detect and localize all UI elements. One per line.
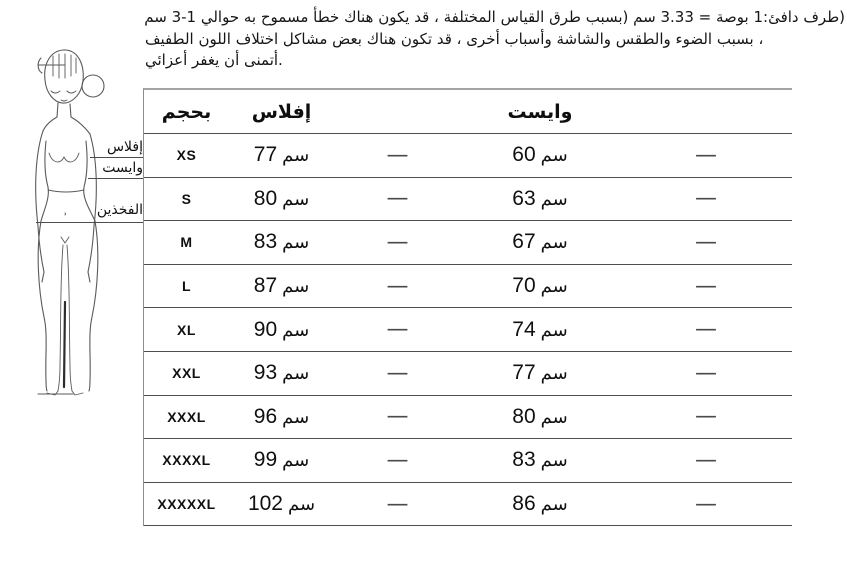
intro-line-1: (طرف دافئ:1 بوصة = 3.33 سم (بسبب طرق القياس المختلفة ، قد يكون هناك خطأ مسموح به حوالي 1-3 سم bbox=[144, 8, 845, 26]
dash-cell: — bbox=[386, 317, 409, 343]
header-bust: إفلاس bbox=[251, 100, 312, 123]
dash-cell: — bbox=[695, 404, 717, 430]
table-row-l bbox=[144, 265, 792, 309]
dash-cell: — bbox=[695, 142, 717, 168]
thighs-label: الفخذين bbox=[96, 202, 143, 218]
dash-cell: — bbox=[386, 360, 409, 386]
table-row-xxl bbox=[144, 352, 792, 396]
bust-cell bbox=[229, 405, 334, 429]
table-row-xxxxxl bbox=[144, 483, 792, 527]
waist-cell bbox=[461, 274, 619, 298]
cm-unit: سم bbox=[282, 145, 310, 167]
bust-cell bbox=[229, 274, 334, 298]
hair-wisp bbox=[38, 58, 42, 73]
closed-eyes bbox=[51, 91, 76, 93]
waist-cell bbox=[461, 448, 619, 472]
size-cell: XXXXL bbox=[162, 452, 211, 469]
waist-label: وايست bbox=[102, 160, 143, 176]
dash-cell: — bbox=[695, 360, 717, 386]
cm-unit: سم bbox=[282, 450, 310, 472]
thighs-pointer-line bbox=[36, 222, 143, 223]
bust-value: 80 bbox=[253, 186, 278, 210]
size-cell: XXXL bbox=[167, 408, 206, 425]
mouth bbox=[61, 100, 67, 101]
bust-cell bbox=[229, 230, 334, 254]
waist-value: 60 bbox=[512, 143, 536, 167]
cm-unit: سم bbox=[282, 319, 310, 341]
cm-unit: سم bbox=[540, 188, 568, 210]
bust-cell bbox=[229, 448, 334, 472]
cm-unit: سم bbox=[540, 145, 568, 167]
waist-value: 86 bbox=[512, 492, 536, 516]
waist-value: 67 bbox=[512, 230, 536, 254]
cm-unit: سم bbox=[540, 276, 568, 298]
cm-unit: سم bbox=[540, 232, 568, 254]
bust-label: إفلاس bbox=[106, 139, 143, 155]
waist-value: 70 bbox=[512, 274, 536, 298]
dash-cell: — bbox=[386, 404, 409, 430]
bust-pointer-line bbox=[90, 157, 143, 158]
size-cell: XS bbox=[176, 147, 197, 164]
bust-value: 87 bbox=[253, 274, 278, 298]
cm-unit: سم bbox=[282, 363, 310, 385]
cm-unit: سم bbox=[540, 319, 568, 341]
bust-value: 90 bbox=[253, 317, 278, 341]
waist-value: 80 bbox=[512, 404, 536, 428]
cm-unit: سم bbox=[282, 276, 310, 298]
size-cell: XL bbox=[177, 321, 196, 338]
cm-unit: سم bbox=[282, 232, 310, 254]
dash-cell: — bbox=[386, 491, 409, 517]
size-table bbox=[143, 88, 792, 526]
waist-cell bbox=[461, 143, 619, 167]
cm-unit: سم bbox=[540, 450, 568, 472]
bust-value: 83 bbox=[253, 230, 278, 254]
dash-cell: — bbox=[695, 447, 717, 473]
cm-unit: سم bbox=[540, 363, 568, 385]
dash-cell: — bbox=[695, 186, 717, 212]
waist-cell bbox=[461, 230, 619, 254]
waist-cell bbox=[461, 187, 619, 211]
hair-bun bbox=[82, 75, 104, 97]
cm-unit: سم bbox=[540, 494, 568, 516]
size-cell: M bbox=[180, 234, 193, 251]
intro-line-3: .أتمنى أن يغفر أعزائي bbox=[145, 51, 283, 69]
hair-fringe bbox=[53, 54, 76, 78]
waist-cell bbox=[461, 318, 619, 342]
table-row-s bbox=[144, 178, 792, 222]
intro-paragraph bbox=[145, 7, 845, 72]
dash-cell: — bbox=[386, 447, 409, 473]
head-outline bbox=[45, 50, 84, 103]
table-row-m bbox=[144, 221, 792, 265]
waist-pointer-line bbox=[88, 178, 143, 179]
dash-cell: — bbox=[386, 273, 409, 299]
table-row-xs bbox=[144, 134, 792, 178]
waist-value: 74 bbox=[512, 317, 536, 341]
dash-cell: — bbox=[386, 142, 409, 168]
dash-cell: — bbox=[695, 273, 717, 299]
intro-line-2: ، بسبب الضوء والطقس والشاشة وأسباب أخرى ، قد تكون هناك بعض مشاكل اختلاف اللون الطفيف bbox=[145, 29, 764, 48]
table-row-xxxxl bbox=[144, 439, 792, 483]
waist-cell bbox=[461, 405, 619, 429]
cm-unit: سم bbox=[282, 188, 310, 210]
waist-value: 77 bbox=[512, 361, 536, 385]
bust-value: 93 bbox=[253, 361, 278, 385]
table-row-xxxl bbox=[144, 396, 792, 440]
size-cell: XXXXXL bbox=[157, 496, 216, 513]
dash-cell: — bbox=[695, 317, 717, 343]
bust-cell bbox=[229, 143, 334, 167]
cm-unit: سم bbox=[282, 406, 310, 428]
cm-unit: سم bbox=[540, 406, 568, 428]
bust-value: 99 bbox=[253, 448, 278, 472]
bust-cell bbox=[229, 187, 334, 211]
dash-cell: — bbox=[386, 186, 409, 212]
bust-cell bbox=[229, 492, 334, 516]
bust-value: 102 bbox=[247, 492, 283, 516]
dash-cell: — bbox=[386, 229, 409, 255]
bust-cell bbox=[229, 318, 334, 342]
cm-unit: سم bbox=[287, 494, 316, 516]
waist-value: 83 bbox=[512, 448, 536, 472]
bust-value: 77 bbox=[253, 143, 278, 167]
waist-value: 63 bbox=[512, 186, 536, 210]
size-cell: L bbox=[181, 278, 192, 295]
header-waist: وايست bbox=[507, 100, 573, 123]
header-size: بحجم bbox=[161, 100, 212, 123]
bust-cell bbox=[229, 361, 334, 385]
table-header-row bbox=[144, 90, 792, 134]
waist-cell bbox=[461, 361, 619, 385]
dash-cell: — bbox=[695, 229, 717, 255]
dash-cell: — bbox=[695, 491, 717, 517]
table-row-xl bbox=[144, 308, 792, 352]
size-cell: S bbox=[181, 190, 192, 207]
size-cell: XXL bbox=[172, 365, 201, 382]
waist-cell bbox=[461, 492, 619, 516]
bust-value: 96 bbox=[253, 404, 278, 428]
